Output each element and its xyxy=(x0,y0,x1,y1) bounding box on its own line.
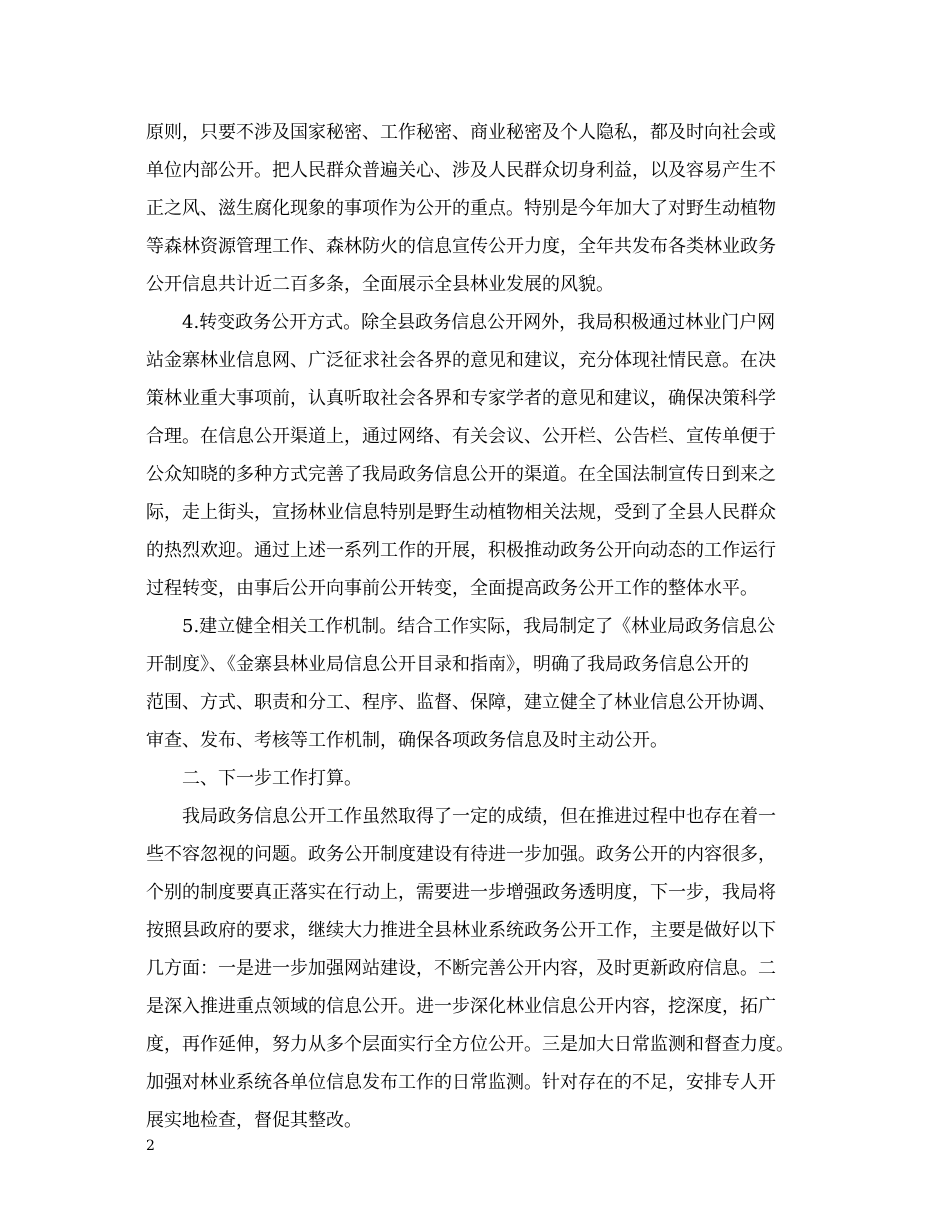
paragraph-line: 原则，只要不涉及国家秘密、工作秘密、商业秘密及个人隐私，都及时向社会或 xyxy=(146,122,776,143)
paragraph-line: 展实地检查，督促其整改。 xyxy=(146,1110,362,1131)
paragraph-line: 等森林资源管理工作、森林防火的信息宣传公开力度，全年共发布各类林业政务 xyxy=(146,236,776,257)
paragraph-line: 策林业重大事项前，认真听取社会各界和专家学者的意见和建议，确保决策科学 xyxy=(146,388,776,409)
paragraph-line: 个别的制度要真正落实在行动上，需要进一步增强政务透明度，下一步，我局将 xyxy=(146,882,776,903)
paragraph-line: 几方面：一是进一步加强网站建设，不断完善公开内容，及时更新政府信息。二 xyxy=(146,958,776,979)
paragraph-line: 些不容忽视的问题。政务公开制度建设有待进一步加强。政务公开的内容很多， xyxy=(146,844,776,865)
paragraph-line: 范围、方式、职责和分工、程序、监督、保障，建立健全了林业信息公开协调、 xyxy=(146,692,776,713)
paragraph-line: 加强对林业系统各单位信息发布工作的日常监测。针对存在的不足，安排专人开 xyxy=(146,1072,776,1093)
paragraph-line: 公开信息共计近二百多条，全面展示全县林业发展的风貌。 xyxy=(146,274,614,295)
paragraph-line: 的热烈欢迎。通过上述一系列工作的开展，积极推动政务公开向动态的工作运行 xyxy=(146,540,776,561)
paragraph-line: 我局政务信息公开工作虽然取得了一定的成绩，但在推进过程中也存在着一 xyxy=(182,806,776,827)
paragraph-line: 5.建立健全相关工作机制。结合工作实际，我局制定了《林业局政务信息公 xyxy=(182,616,776,637)
paragraph-line: 度，再作延伸，努力从多个层面实行全方位公开。三是加大日常监测和督查力度。 xyxy=(146,1034,794,1055)
page-number: 2 xyxy=(146,1138,155,1154)
paragraph-line: 站金寨林业信息网、广泛征求社会各界的意见和建议，充分体现社情民意。在决 xyxy=(146,350,776,371)
paragraph-line: 公众知晓的多种方式完善了我局政务信息公开的渠道。在全国法制宣传日到来之 xyxy=(146,464,776,485)
paragraph-line: 4.转变政务公开方式。除全县政务信息公开网外，我局积极通过林业门户网 xyxy=(182,312,776,333)
section-heading: 二、下一步工作打算。 xyxy=(182,768,362,789)
paragraph-line: 开制度》、《金寨县林业局信息公开目录和指南》，明确了我局政务信息公开的 xyxy=(146,654,749,675)
paragraph-line: 按照县政府的要求，继续大力推进全县林业系统政务公开工作，主要是做好以下 xyxy=(146,920,776,941)
paragraph-line: 合理。在信息公开渠道上，通过网络、有关会议、公开栏、公告栏、宣传单便于 xyxy=(146,426,776,447)
paragraph-line: 单位内部公开。把人民群众普遍关心、涉及人民群众切身利益，以及容易产生不 xyxy=(146,160,776,181)
paragraph-line: 过程转变，由事后公开向事前公开转变，全面提高政务公开工作的整体水平。 xyxy=(146,578,758,599)
paragraph-line: 审查、发布、考核等工作机制，确保各项政务信息及时主动公开。 xyxy=(146,730,668,751)
paragraph-line: 际，走上街头，宣扬林业信息特别是野生动植物相关法规，受到了全县人民群众 xyxy=(146,502,776,523)
paragraph-line: 是深入推进重点领域的信息公开。进一步深化林业信息公开内容，挖深度，拓广 xyxy=(146,996,776,1017)
paragraph-line: 正之风、滋生腐化现象的事项作为公开的重点。特别是今年加大了对野生动植物 xyxy=(146,198,776,219)
